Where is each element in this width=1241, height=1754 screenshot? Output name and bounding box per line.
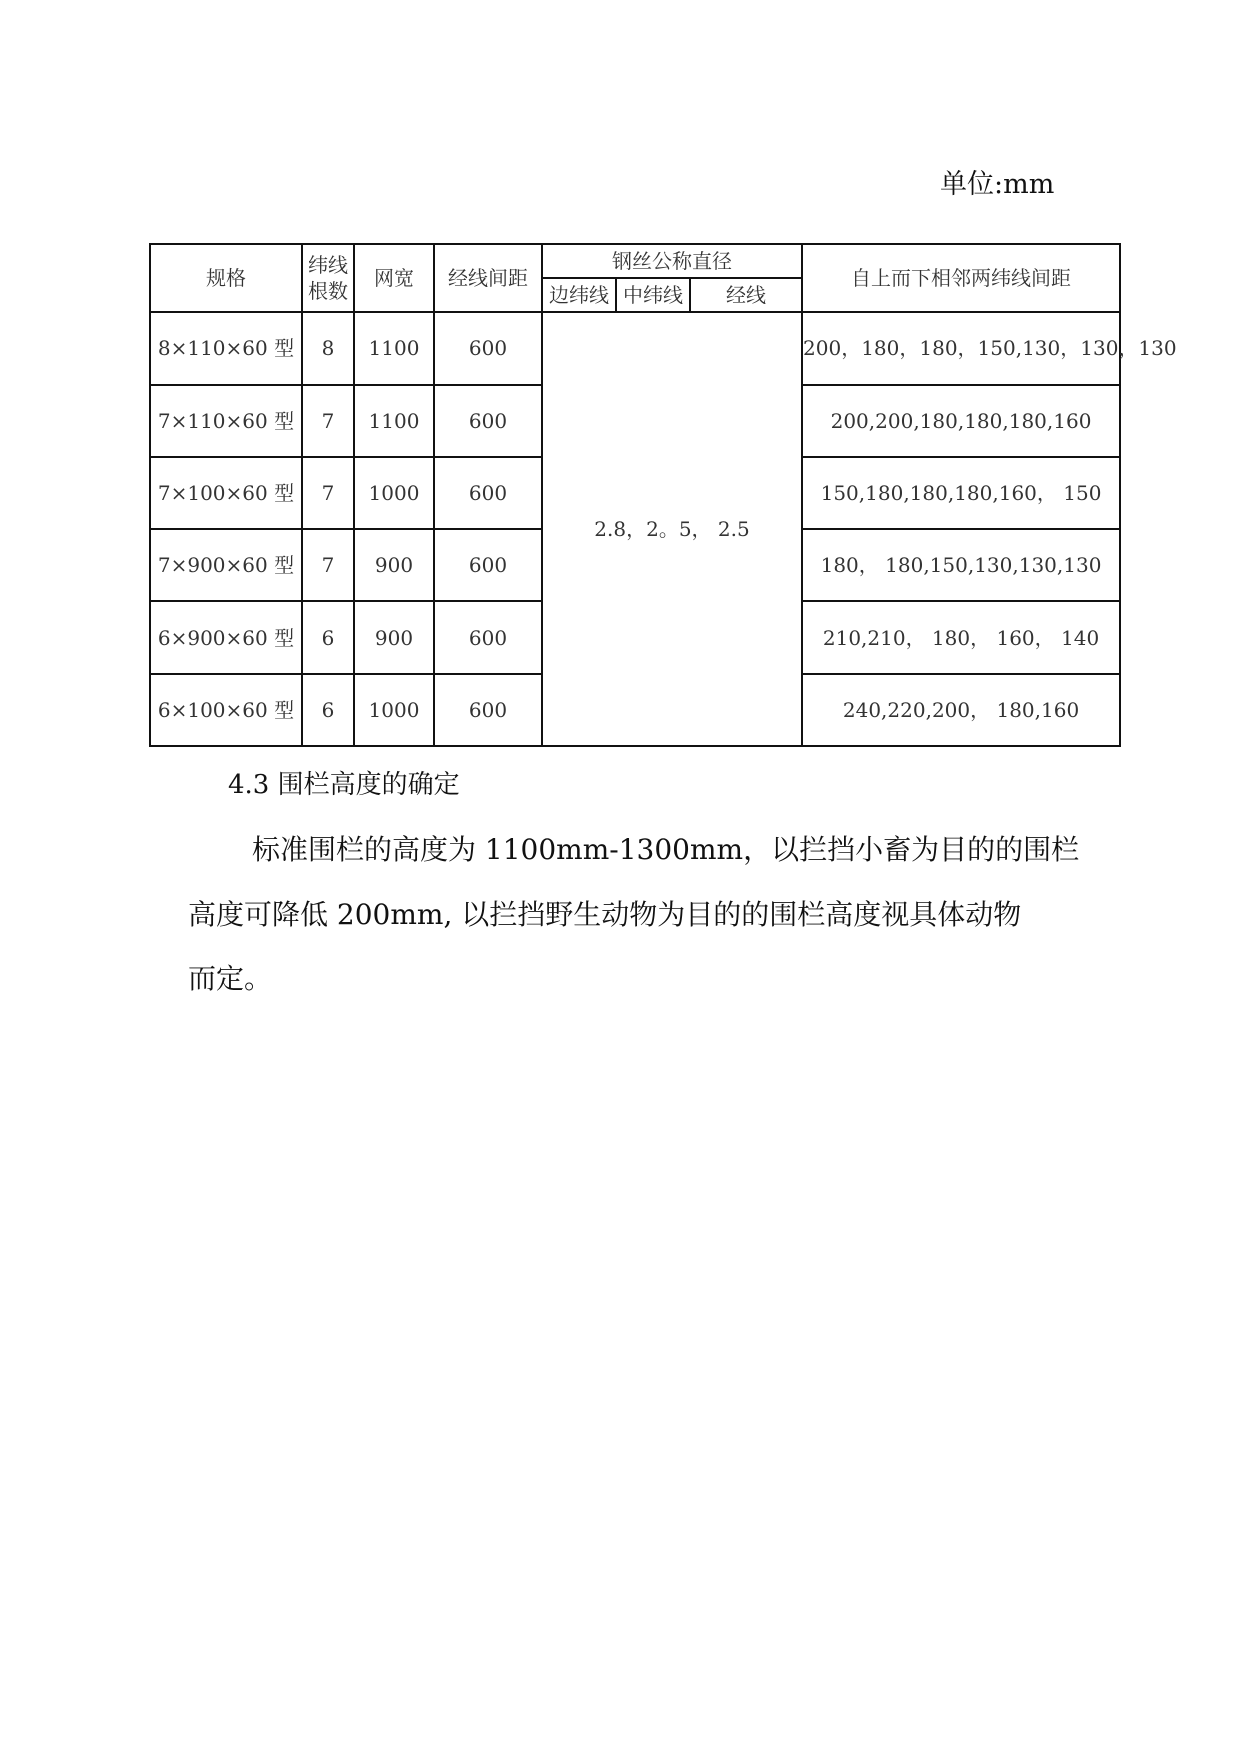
cell-width: 1100 — [354, 312, 434, 384]
cell-warp: 600 — [434, 674, 542, 746]
cell-warp: 600 — [434, 601, 542, 673]
header-warp-spacing: 经线间距 — [434, 244, 542, 312]
header-weft-count: 纬线根数 — [302, 244, 354, 312]
header-edge-weft: 边纬线 — [542, 278, 616, 312]
cell-warp: 600 — [434, 457, 542, 529]
cell-spacing: 150,180,180,180,160， 150 — [802, 457, 1120, 529]
table-row — [150, 312, 1120, 384]
header-warp: 经线 — [690, 278, 802, 312]
cell-width: 1000 — [354, 674, 434, 746]
cell-count: 6 — [302, 674, 354, 746]
paragraph-line-3: 而定。 — [188, 962, 273, 995]
cell-spec: 7×900×60 型 — [150, 529, 302, 601]
paragraph-line-1: 标准围栏的高度为 1100mm-1300mm，以拦挡小畜为目的的围栏 — [252, 833, 1080, 866]
paragraph-line-2: 高度可降低 200mm, 以拦挡野生动物为目的的围栏高度视具体动物 — [188, 898, 1022, 931]
header-width: 网宽 — [354, 244, 434, 312]
cell-spacing: 200，180，180，150,130，130，130 — [802, 312, 1120, 384]
cell-width: 1000 — [354, 457, 434, 529]
cell-width: 1100 — [354, 385, 434, 457]
cell-count: 6 — [302, 601, 354, 673]
cell-spacing: 210,210， 180， 160， 140 — [802, 601, 1120, 673]
cell-count: 8 — [302, 312, 354, 384]
cell-count: 7 — [302, 529, 354, 601]
cell-spacing: 200,200,180,180,180,160 — [802, 385, 1120, 457]
cell-spec: 6×900×60 型 — [150, 601, 302, 673]
cell-warp: 600 — [434, 385, 542, 457]
cell-spec: 7×110×60 型 — [150, 385, 302, 457]
cell-warp: 600 — [434, 312, 542, 384]
cell-spacing: 240,220,200， 180,160 — [802, 674, 1120, 746]
header-wire-diameter: 钢丝公称直径 — [542, 244, 802, 278]
header-mid-weft: 中纬线 — [616, 278, 690, 312]
header-spacing: 自上而下相邻两纬线间距 — [802, 244, 1120, 312]
cell-wire-diameter: 2.8，2。5， 2.5 — [542, 312, 802, 746]
cell-count: 7 — [302, 457, 354, 529]
cell-spec: 6×100×60 型 — [150, 674, 302, 746]
section-heading: 4.3 围栏高度的确定 — [228, 770, 460, 800]
table-header-row — [150, 244, 1120, 278]
cell-count: 7 — [302, 385, 354, 457]
cell-spacing: 180， 180,150,130,130,130 — [802, 529, 1120, 601]
cell-spec: 7×100×60 型 — [150, 457, 302, 529]
unit-label: 单位:mm — [940, 169, 1055, 200]
cell-spec: 8×110×60 型 — [150, 312, 302, 384]
cell-width: 900 — [354, 601, 434, 673]
cell-warp: 600 — [434, 529, 542, 601]
header-spec: 规格 — [150, 244, 302, 312]
cell-width: 900 — [354, 529, 434, 601]
spec-table — [149, 243, 1177, 747]
